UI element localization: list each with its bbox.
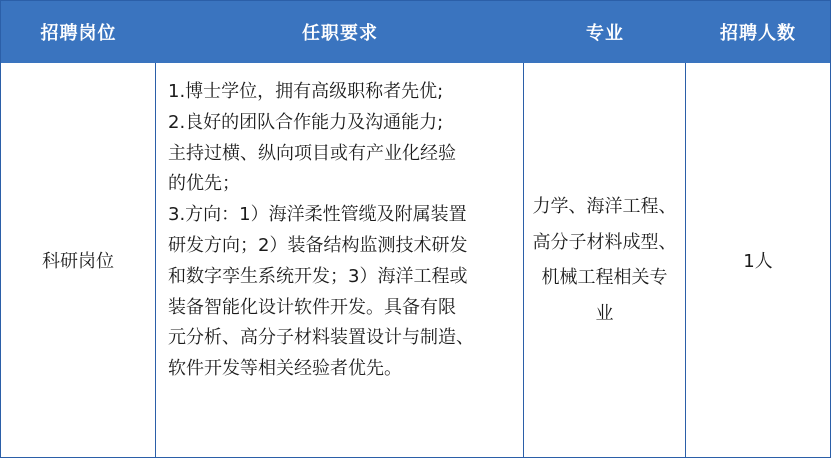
requirement-line: 2.良好的团队合作能力及沟通能力; (168, 111, 444, 133)
header-position: 招聘岗位 (1, 1, 156, 63)
header-count: 招聘人数 (686, 1, 830, 63)
major-list (533, 189, 677, 331)
requirement-line: 软件开发等相关经验者优先。 (168, 358, 402, 380)
requirement-line: 的优先； (168, 173, 240, 195)
major-line: 机械工程相关专 (541, 267, 668, 288)
cell-count (686, 63, 830, 457)
requirement-line: 元分析、高分子材料装置设计与制造、 (168, 327, 474, 349)
header-requirements: 任职要求 (156, 1, 524, 63)
count-text: 1人 (743, 251, 773, 272)
requirement-line: 研发方向；2）装备结构监测技术研发 (168, 234, 468, 256)
requirement-line: 3.方向：1）海洋柔性管缆及附属装置 (168, 204, 467, 226)
requirements-list (168, 77, 474, 385)
requirement-line: 装备智能化设计软件开发。具备有限 (168, 296, 456, 318)
cell-major (524, 63, 686, 457)
major-line: 力学、海洋工程、 (532, 196, 677, 217)
requirement-line: 1.博士学位，拥有高级职称者先优; (168, 81, 444, 102)
cell-requirements (156, 63, 524, 457)
position-text: 科研岗位 (42, 251, 114, 272)
cell-position (1, 63, 156, 457)
major-line: 高分子材料成型、 (532, 231, 677, 253)
major-line: 业 (595, 302, 614, 324)
header-major: 专业 (524, 1, 686, 63)
requirement-line: 主持过横、纵向项目或有产业化经验 (168, 142, 456, 164)
requirement-line: 和数字孪生系统开发；3）海洋工程或 (168, 265, 468, 287)
